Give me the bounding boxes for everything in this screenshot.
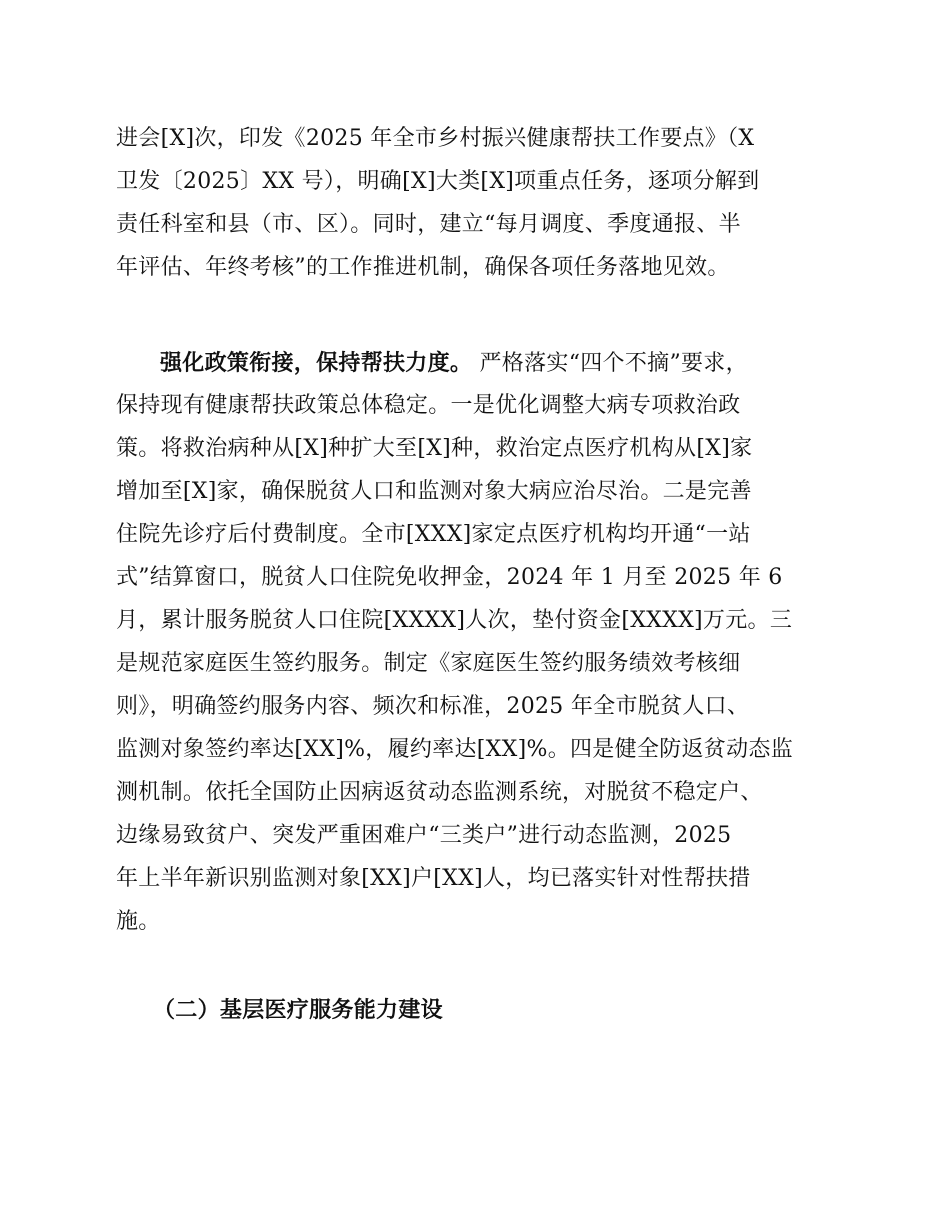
section-heading: （二）基层医疗服务能力建设 — [153, 997, 443, 1023]
paragraph-1-line: 卫发〔2025〕XX 号），明确[X]大类[X]项重点任务，逐项分解到 — [116, 169, 760, 194]
paragraph-2-line: 是规范家庭医生签约服务。制定《家庭医生签约服务绩效考核细 — [116, 651, 741, 676]
paragraph-2-line: 保持现有健康帮扶政策总体稳定。一是优化调整大病专项救治政 — [116, 393, 741, 418]
paragraph-2-line: 月，累计服务脱贫人口住院[XXXX]人次，垫付资金[XXXX]万元。三 — [116, 608, 793, 633]
paragraph-2-line: 策。将救治病种从[X]种扩大至[X]种，救治定点医疗机构从[X]家 — [116, 436, 753, 461]
paragraph-1-line: 进会[X]次，印发《2025 年全市乡村振兴健康帮扶工作要点》（X — [116, 126, 755, 151]
paragraph-1-line: 年评估、年终考核”的工作推进机制，确保各项任务落地见效。 — [116, 255, 730, 280]
paragraph-2-line: 监测对象签约率达[XX]%，履约率达[XX]%。四是健全防返贫动态监 — [116, 737, 793, 762]
paragraph-2-line: 测机制。依托全国防止因病返贫动态监测系统，对脱贫不稳定户、 — [116, 780, 763, 805]
paragraph-2-lead-heading: 强化政策衔接，保持帮扶力度。 — [160, 350, 473, 376]
paragraph-2-line: 年上半年新识别监测对象[XX]户[XX]人，均已落实针对性帮扶措 — [116, 866, 751, 891]
paragraph-2-line: 施。 — [116, 909, 161, 934]
paragraph-2-first-line-text: 严格落实“四个不摘”要求， — [472, 351, 748, 376]
paragraph-2-line: 边缘易致贫户、突发严重困难户“三类户”进行动态监测，2025 — [116, 823, 732, 848]
paragraph-2-line: 式”结算窗口，脱贫人口住院免收押金，2024 年 1 月至 2025 年 6 — [116, 565, 783, 590]
paragraph-1-line: 责任科室和县（市、区）。同时，建立“每月调度、季度通报、半 — [116, 212, 741, 237]
paragraph-2-line: 住院先诊疗后付费制度。全市[XXX]家定点医疗机构均开通“一站 — [116, 522, 751, 547]
paragraph-2-line: 则》，明确签约服务内容、频次和标准，2025 年全市脱贫人口、 — [116, 694, 750, 719]
paragraph-2-line: 增加至[X]家，确保脱贫人口和监测对象大病应治尽治。二是完善 — [116, 479, 752, 504]
paragraph-2-first-line — [160, 348, 748, 379]
